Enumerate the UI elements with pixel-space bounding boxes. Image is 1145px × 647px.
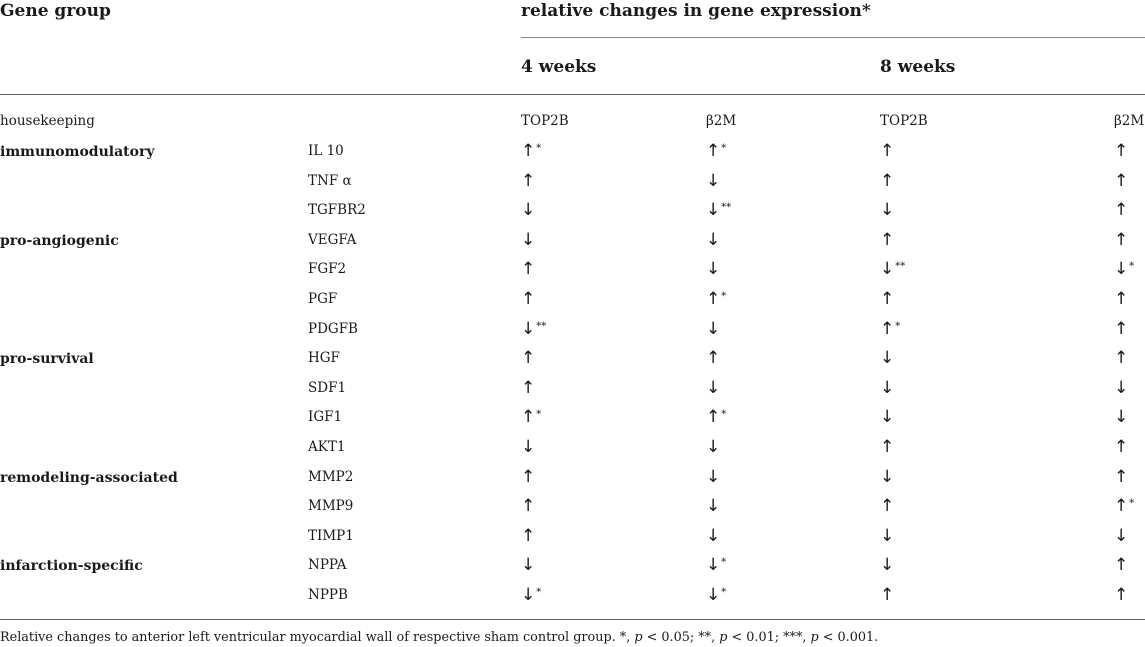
expression-change-cell — [706, 469, 720, 486]
arrow-up-icon: ↑ — [1114, 555, 1129, 575]
gene-group-label: immunomodulatory — [0, 144, 155, 160]
arrow-up-icon: ↑ — [1114, 437, 1129, 457]
expression-change-cell — [521, 380, 535, 397]
gene-group-label: pro-angiogenic — [0, 233, 119, 249]
arrow-down-icon: ↓ — [1114, 407, 1129, 427]
arrow-down-icon: ↓ — [880, 348, 895, 368]
arrow-up-icon: ↑ — [880, 319, 895, 339]
table-footnote: Relative changes to anterior left ventricular myocardial wall of respective sham control group. *, p < 0.05; **, p < 0.01; ***, p < 0.001. — [0, 630, 879, 645]
arrow-down-icon: ↓ — [521, 585, 536, 605]
gene-name: MMP2 — [308, 469, 354, 485]
expression-change-cell — [521, 439, 535, 456]
arrow-down-icon: ↓ — [521, 319, 536, 339]
significance-marker: * — [721, 291, 727, 302]
significance-marker: * — [536, 409, 542, 420]
arrow-up-icon: ↑ — [880, 585, 895, 605]
expression-change-cell — [521, 498, 535, 515]
expression-change-cell — [880, 409, 894, 426]
gene-name: TNF α — [308, 173, 352, 189]
expression-change-cell — [521, 350, 535, 367]
arrow-up-icon: ↑ — [880, 230, 895, 250]
arrow-up-icon: ↑ — [521, 171, 536, 191]
significance-marker: * — [721, 409, 727, 420]
gene-name: AKT1 — [308, 439, 346, 455]
arrow-up-icon: ↑ — [1114, 141, 1129, 161]
arrow-up-icon: ↑ — [880, 289, 895, 309]
expression-change-cell — [706, 439, 720, 456]
expression-change-cell — [880, 143, 894, 160]
expression-change-cell — [1114, 202, 1128, 219]
expression-change-cell — [1114, 321, 1128, 338]
gene-name: TIMP1 — [308, 528, 354, 544]
arrow-down-icon: ↓ — [706, 200, 721, 220]
expression-change-cell — [706, 202, 731, 219]
arrow-up-icon: ↑ — [1114, 289, 1129, 309]
housekeeping-col-4: β2M — [1114, 113, 1145, 129]
expression-change-cell — [1114, 232, 1128, 249]
expression-change-cell — [706, 587, 726, 604]
expression-change-cell — [1114, 469, 1128, 486]
arrow-up-icon: ↑ — [706, 407, 721, 427]
arrow-up-icon: ↑ — [706, 289, 721, 309]
gene-group-label: remodeling-associated — [0, 470, 178, 486]
expression-change-cell — [521, 409, 541, 426]
expression-change-cell — [880, 261, 905, 278]
gene-name: FGF2 — [308, 261, 347, 277]
expression-change-cell — [706, 291, 726, 308]
arrow-down-icon: ↓ — [706, 259, 721, 279]
arrow-up-icon: ↑ — [521, 289, 536, 309]
arrow-up-icon: ↑ — [1114, 585, 1129, 605]
expression-change-cell — [1114, 291, 1128, 308]
arrow-up-icon: ↑ — [706, 348, 721, 368]
arrow-down-icon: ↓ — [521, 200, 536, 220]
expression-change-cell — [880, 173, 894, 190]
arrow-up-icon: ↑ — [521, 378, 536, 398]
expression-change-cell — [706, 173, 720, 190]
gene-name: TGFBR2 — [308, 202, 366, 218]
gene-name: PDGFB — [308, 321, 358, 337]
arrow-up-icon: ↑ — [521, 496, 536, 516]
housekeeping-col-3: TOP2B — [880, 113, 928, 129]
arrow-down-icon: ↓ — [706, 437, 721, 457]
housekeeping-col-2: β2M — [706, 113, 737, 129]
arrow-down-icon: ↓ — [706, 496, 721, 516]
arrow-up-icon: ↑ — [1114, 230, 1129, 250]
gene-name: IGF1 — [308, 409, 343, 425]
expression-change-cell — [521, 261, 535, 278]
expression-change-cell — [521, 557, 535, 574]
significance-marker: * — [895, 321, 901, 332]
expression-change-cell — [706, 557, 726, 574]
expression-change-cell — [521, 173, 535, 190]
arrow-up-icon: ↑ — [880, 171, 895, 191]
arrow-up-icon: ↑ — [1114, 496, 1129, 516]
header-8-weeks: 8 weeks — [880, 57, 956, 77]
significance-marker: ** — [536, 321, 547, 332]
expression-change-cell — [706, 380, 720, 397]
expression-change-cell — [1114, 143, 1128, 160]
arrow-down-icon: ↓ — [706, 319, 721, 339]
expression-change-cell — [880, 528, 894, 545]
gene-name: PGF — [308, 291, 338, 307]
arrow-up-icon: ↑ — [521, 467, 536, 487]
arrow-down-icon: ↓ — [1114, 378, 1129, 398]
gene-name: NPPB — [308, 587, 348, 603]
expression-change-cell — [521, 528, 535, 545]
significance-marker: * — [721, 143, 727, 154]
expression-change-cell — [1114, 173, 1128, 190]
arrow-down-icon: ↓ — [880, 378, 895, 398]
expression-change-cell — [1114, 409, 1128, 426]
housekeeping-label: housekeeping — [0, 113, 95, 129]
header-gene-group: Gene group — [0, 1, 111, 21]
arrow-down-icon: ↓ — [706, 467, 721, 487]
arrow-up-icon: ↑ — [521, 407, 536, 427]
expression-change-cell — [1114, 528, 1128, 545]
arrow-up-icon: ↑ — [1114, 200, 1129, 220]
significance-marker: ** — [895, 261, 906, 272]
arrow-up-icon: ↑ — [880, 437, 895, 457]
arrow-down-icon: ↓ — [706, 555, 721, 575]
arrow-up-icon: ↑ — [1114, 171, 1129, 191]
arrow-down-icon: ↓ — [706, 378, 721, 398]
arrow-down-icon: ↓ — [880, 467, 895, 487]
gene-group-label: pro-survival — [0, 351, 94, 367]
gene-name: IL 10 — [308, 143, 344, 159]
expression-change-cell — [706, 143, 726, 160]
expression-change-cell — [521, 587, 541, 604]
significance-marker: * — [721, 557, 727, 568]
expression-change-cell — [880, 232, 894, 249]
arrow-down-icon: ↓ — [706, 171, 721, 191]
expression-change-cell — [1114, 261, 1134, 278]
expression-change-cell — [1114, 498, 1134, 515]
rule-table-bottom — [0, 619, 1145, 620]
expression-change-cell — [1114, 350, 1128, 367]
arrow-down-icon: ↓ — [880, 555, 895, 575]
expression-change-cell — [880, 469, 894, 486]
expression-change-cell — [706, 261, 720, 278]
arrow-up-icon: ↑ — [1114, 348, 1129, 368]
gene-name: MMP9 — [308, 498, 354, 514]
arrow-down-icon: ↓ — [880, 526, 895, 546]
gene-name: NPPA — [308, 557, 347, 573]
expression-change-cell — [521, 143, 541, 160]
arrow-up-icon: ↑ — [880, 141, 895, 161]
arrow-up-icon: ↑ — [521, 526, 536, 546]
arrow-down-icon: ↓ — [706, 230, 721, 250]
expression-change-cell — [521, 469, 535, 486]
arrow-down-icon: ↓ — [706, 585, 721, 605]
arrow-down-icon: ↓ — [706, 526, 721, 546]
arrow-up-icon: ↑ — [880, 496, 895, 516]
arrow-up-icon: ↑ — [706, 141, 721, 161]
expression-change-cell — [880, 321, 900, 338]
header-4-weeks: 4 weeks — [521, 57, 597, 77]
expression-change-cell — [880, 291, 894, 308]
rule-under-header — [0, 94, 1145, 95]
expression-change-cell — [1114, 587, 1128, 604]
expression-change-cell — [706, 528, 720, 545]
housekeeping-col-1: TOP2B — [521, 113, 569, 129]
expression-change-cell — [1114, 557, 1128, 574]
expression-change-cell — [521, 232, 535, 249]
expression-change-cell — [706, 321, 720, 338]
expression-change-cell — [1114, 439, 1128, 456]
expression-change-cell — [706, 498, 720, 515]
expression-change-cell — [880, 380, 894, 397]
arrow-down-icon: ↓ — [880, 200, 895, 220]
rule-under-changes-header — [521, 37, 1145, 38]
arrow-down-icon: ↓ — [521, 230, 536, 250]
arrow-down-icon: ↓ — [880, 259, 895, 279]
significance-marker: * — [1129, 498, 1135, 509]
significance-marker: * — [536, 143, 542, 154]
gene-name: SDF1 — [308, 380, 347, 396]
significance-marker: * — [1129, 261, 1135, 272]
expression-change-cell — [880, 498, 894, 515]
arrow-down-icon: ↓ — [1114, 259, 1129, 279]
arrow-up-icon: ↑ — [521, 348, 536, 368]
significance-marker: * — [721, 587, 727, 598]
expression-change-cell — [706, 350, 720, 367]
expression-change-cell — [706, 232, 720, 249]
arrow-down-icon: ↓ — [521, 555, 536, 575]
expression-change-cell — [706, 409, 726, 426]
gene-name: VEGFA — [308, 232, 357, 248]
expression-change-cell — [880, 587, 894, 604]
significance-marker: * — [536, 587, 542, 598]
gene-name: HGF — [308, 350, 340, 366]
arrow-down-icon: ↓ — [521, 437, 536, 457]
expression-change-cell — [880, 557, 894, 574]
expression-change-cell — [880, 350, 894, 367]
gene-group-label: infarction-specific — [0, 558, 143, 574]
arrow-down-icon: ↓ — [1114, 526, 1129, 546]
arrow-up-icon: ↑ — [521, 259, 536, 279]
expression-change-cell — [880, 202, 894, 219]
arrow-up-icon: ↑ — [521, 141, 536, 161]
arrow-down-icon: ↓ — [880, 407, 895, 427]
expression-change-cell — [521, 291, 535, 308]
expression-change-cell — [1114, 380, 1128, 397]
expression-change-cell — [880, 439, 894, 456]
significance-marker: ** — [721, 202, 732, 213]
header-relative-changes: relative changes in gene expression* — [521, 1, 871, 21]
arrow-up-icon: ↑ — [1114, 319, 1129, 339]
expression-change-cell — [521, 321, 546, 338]
arrow-up-icon: ↑ — [1114, 467, 1129, 487]
expression-change-cell — [521, 202, 535, 219]
